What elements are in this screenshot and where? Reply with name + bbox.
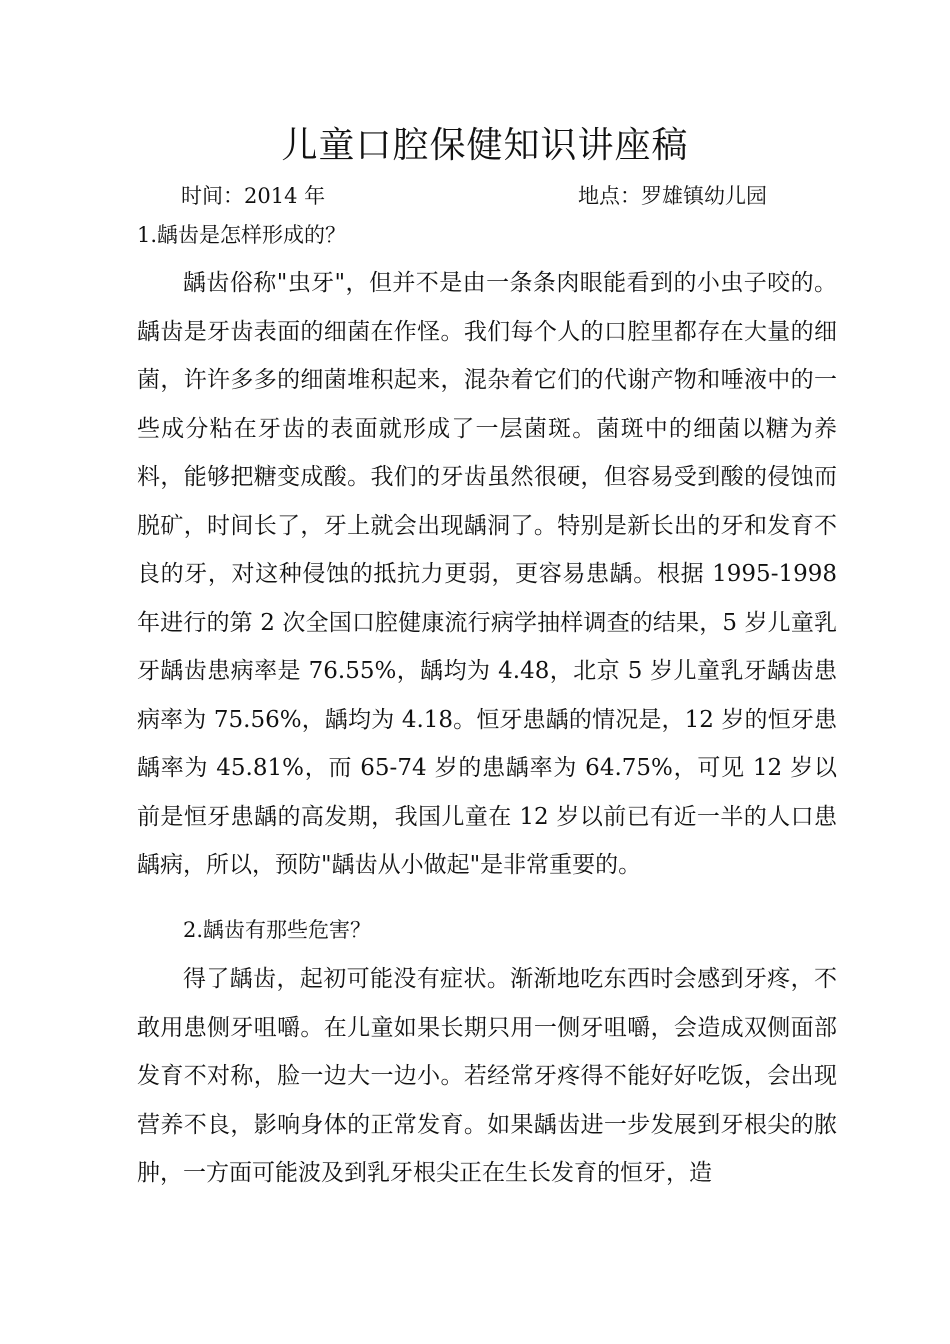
section2-heading: 2.龋齿有那些危害？: [183, 918, 372, 942]
section2-paragraph: 得了龋齿，起初可能没有症状。渐渐地吃东西时会感到牙疼，不敢用患侧牙咀嚼。在儿童如果长期只用一侧牙咀嚼，会造成双侧面部发育不对称，脸一边大一边小。若经常牙疼得不能好好吃饭，会出现营养不良，影响身体的正常发育。如果龋齿进一步发展到牙根尖的脓肿，一方面可能波及到乳牙根尖正在生长发育的恒牙，造: [137, 966, 837, 1186]
section1-paragraph: 龋齿俗称"虫牙"，但并不是由一条条肉眼能看到的小虫子咬的。龋齿是牙齿表面的细菌在作怪。我们每个人的口腔里都存在大量的细菌，许许多多的细菌堆积起来，混杂着它们的代谢产物和唾液中的一些成分粘在牙齿的表面就形成了一层菌斑。菌斑中的细菌以糖为养料，能够把糖变成酸。我们的牙齿虽然很硬，但容易受到酸的侵蚀而脱矿，时间长了，牙上就会出现龋洞了。特别是新长出的牙和发育不良的牙，对这种侵蚀的抵抗力更弱，更容易患龋。根据 1995-1998 年进行的第 2 次全国口腔健康流行病学抽样调查的结果，5 岁儿童乳牙龋齿患病率是 76.55%，龋均为 4.48，北京 5 岁儿童乳牙龋齿患病率为 75.56%，龋均为 4.18。恒牙患龋的情况是，12 岁的恒牙患龋率为 45.81%，而 65-74 岁的患龋率为 64.75%，可见 12 岁以前是恒牙患龋的高发期，我国儿童在 12 岁以前已有近一半的人口患龋病，所以，预防"龋齿从小做起"是非常重要的。: [137, 270, 838, 878]
lecture-place: 地点：罗雄镇幼儿园: [578, 184, 767, 208]
section1-heading: 1.龋齿是怎样形成的？: [137, 223, 347, 247]
lecture-time: 时间：2014 年: [181, 184, 326, 208]
document-title: 儿童口腔保健知识讲座稿: [281, 125, 689, 166]
